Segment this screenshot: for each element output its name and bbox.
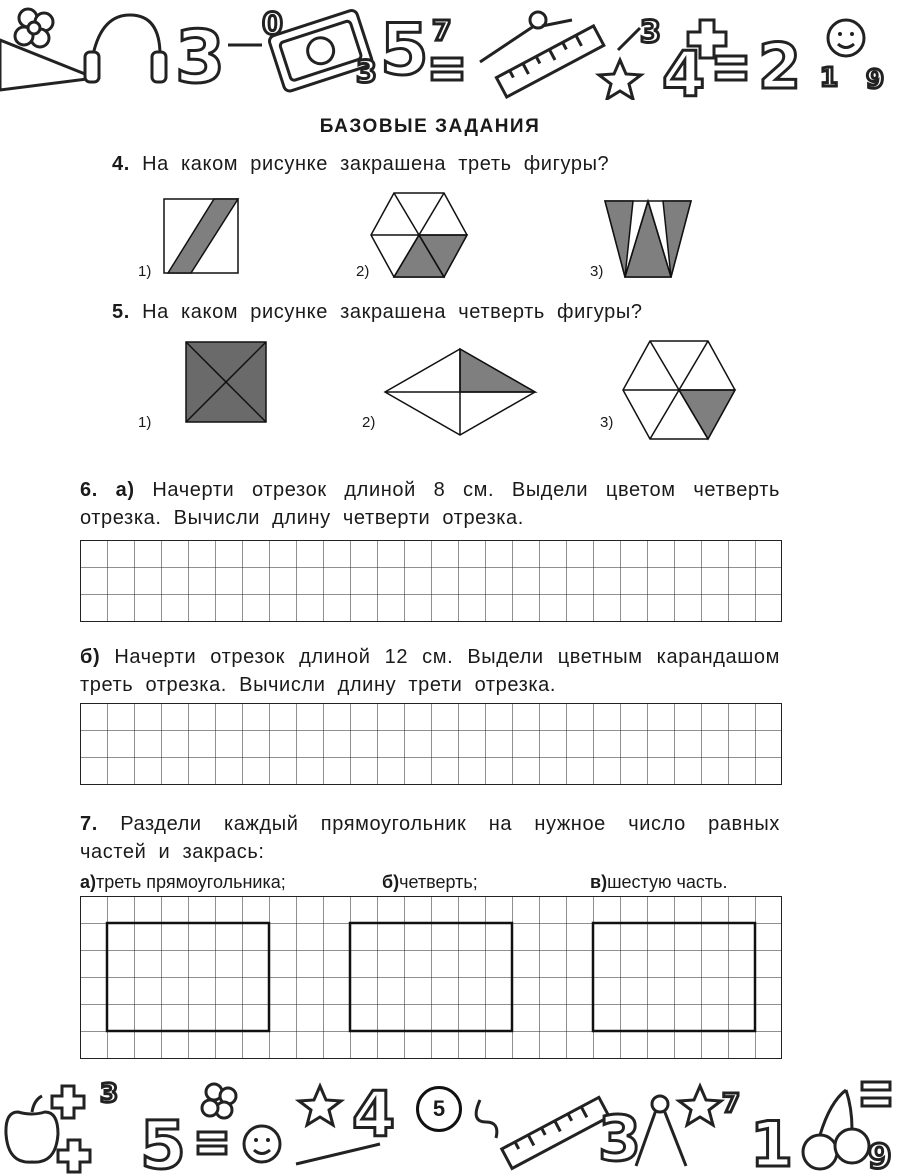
smiley-face-icon xyxy=(244,1126,280,1162)
option-label: 2) xyxy=(362,414,376,431)
ruler-icon xyxy=(496,26,603,97)
question-text: На каком рисунке закрашена треть фигуры? xyxy=(142,153,610,175)
svg-text:9: 9 xyxy=(866,65,885,95)
svg-text:3: 3 xyxy=(598,1102,642,1175)
instruction-text: Раздели каждый прямоугольник на нужное число равных частей и закрась: xyxy=(80,813,780,863)
task-number: 4. xyxy=(112,153,130,175)
svg-text:0: 0 xyxy=(262,7,283,42)
sub-task-c: в) шестую часть. xyxy=(590,872,728,892)
task-7-sub-labels xyxy=(80,872,780,896)
option-label: 2) xyxy=(356,263,370,280)
svg-text:3: 3 xyxy=(640,15,661,50)
answer-grid-7[interactable] xyxy=(80,896,782,1060)
svg-text:3: 3 xyxy=(356,55,377,90)
option-label: 3) xyxy=(600,414,614,431)
cherries-icon xyxy=(803,1090,869,1169)
option-label: 1) xyxy=(138,263,152,280)
star-icon xyxy=(679,1086,721,1125)
triangle-ruler-icon xyxy=(0,40,95,90)
task-4-figure-2-hexagon[interactable] xyxy=(368,190,470,280)
question-text: На каком рисунке закрашена четверть фигуры? xyxy=(142,301,643,323)
digit-decor: 3 xyxy=(175,15,226,99)
task-number: 6. xyxy=(80,479,98,501)
compass-icon xyxy=(636,1096,686,1166)
star-icon xyxy=(299,1086,341,1125)
svg-text:5: 5 xyxy=(140,1107,186,1176)
option-label: 3) xyxy=(590,263,604,280)
task-5-question xyxy=(112,298,643,326)
sub-task-a: а) треть прямоугольника; xyxy=(80,872,286,892)
option-label: 1) xyxy=(138,414,152,431)
task-5-figure-2-rhombus[interactable] xyxy=(382,346,538,438)
svg-text:7: 7 xyxy=(432,14,452,47)
svg-text:7: 7 xyxy=(722,1089,741,1119)
svg-text:2: 2 xyxy=(758,30,802,100)
svg-text:1: 1 xyxy=(820,63,839,93)
apple-icon xyxy=(6,1096,58,1162)
top-decorative-band xyxy=(0,0,900,100)
ruler-icon xyxy=(502,1097,609,1168)
task-number: 5. xyxy=(112,301,130,323)
swirl-decor xyxy=(476,1100,497,1138)
sub-task-marker: а) xyxy=(115,479,135,501)
flower-icon xyxy=(15,9,53,47)
plus-icon xyxy=(52,1086,84,1118)
task-4-figure-1-square[interactable] xyxy=(160,195,242,277)
answer-grid-6b[interactable] xyxy=(80,703,782,787)
page-number: 5 xyxy=(416,1086,462,1132)
svg-text:1: 1 xyxy=(750,1108,794,1176)
svg-text:4: 4 xyxy=(662,38,706,100)
instruction-text: Начерти отрезок длиной 8 см. Выдели цветом четверть отрезка. Вычисли длину четверти отрезка. xyxy=(80,479,780,529)
headphones-icon xyxy=(92,15,160,60)
instruction-text: Начерти отрезок длиной 12 см. Выдели цветным карандашом треть отрезка. Вычисли длину трети отрезка. xyxy=(80,646,780,696)
sub-task-b: б) четверть; xyxy=(382,872,478,892)
svg-text:4: 4 xyxy=(352,1078,396,1151)
section-title: БАЗОВЫЕ ЗАДАНИЯ xyxy=(319,116,541,137)
task-4-figure-3-trapezoid[interactable] xyxy=(602,197,694,281)
task-number: 7. xyxy=(80,813,98,835)
svg-text:9: 9 xyxy=(868,1137,892,1176)
task-4-question xyxy=(112,150,609,178)
task-5-figure-3-hexagon[interactable] xyxy=(620,338,738,442)
sub-task-marker: б) xyxy=(80,646,101,668)
task-7-text xyxy=(80,810,780,866)
task-5-figure-1-square[interactable] xyxy=(182,338,270,426)
task-6a-text xyxy=(80,476,780,532)
smiley-face-icon xyxy=(828,20,864,56)
star-icon xyxy=(599,60,641,99)
plus-icon xyxy=(58,1140,90,1172)
svg-text:5: 5 xyxy=(380,9,429,91)
answer-grid-6a[interactable] xyxy=(80,540,782,624)
flower-icon xyxy=(202,1084,236,1118)
svg-text:3: 3 xyxy=(100,1079,119,1109)
task-6b-text xyxy=(80,643,780,699)
